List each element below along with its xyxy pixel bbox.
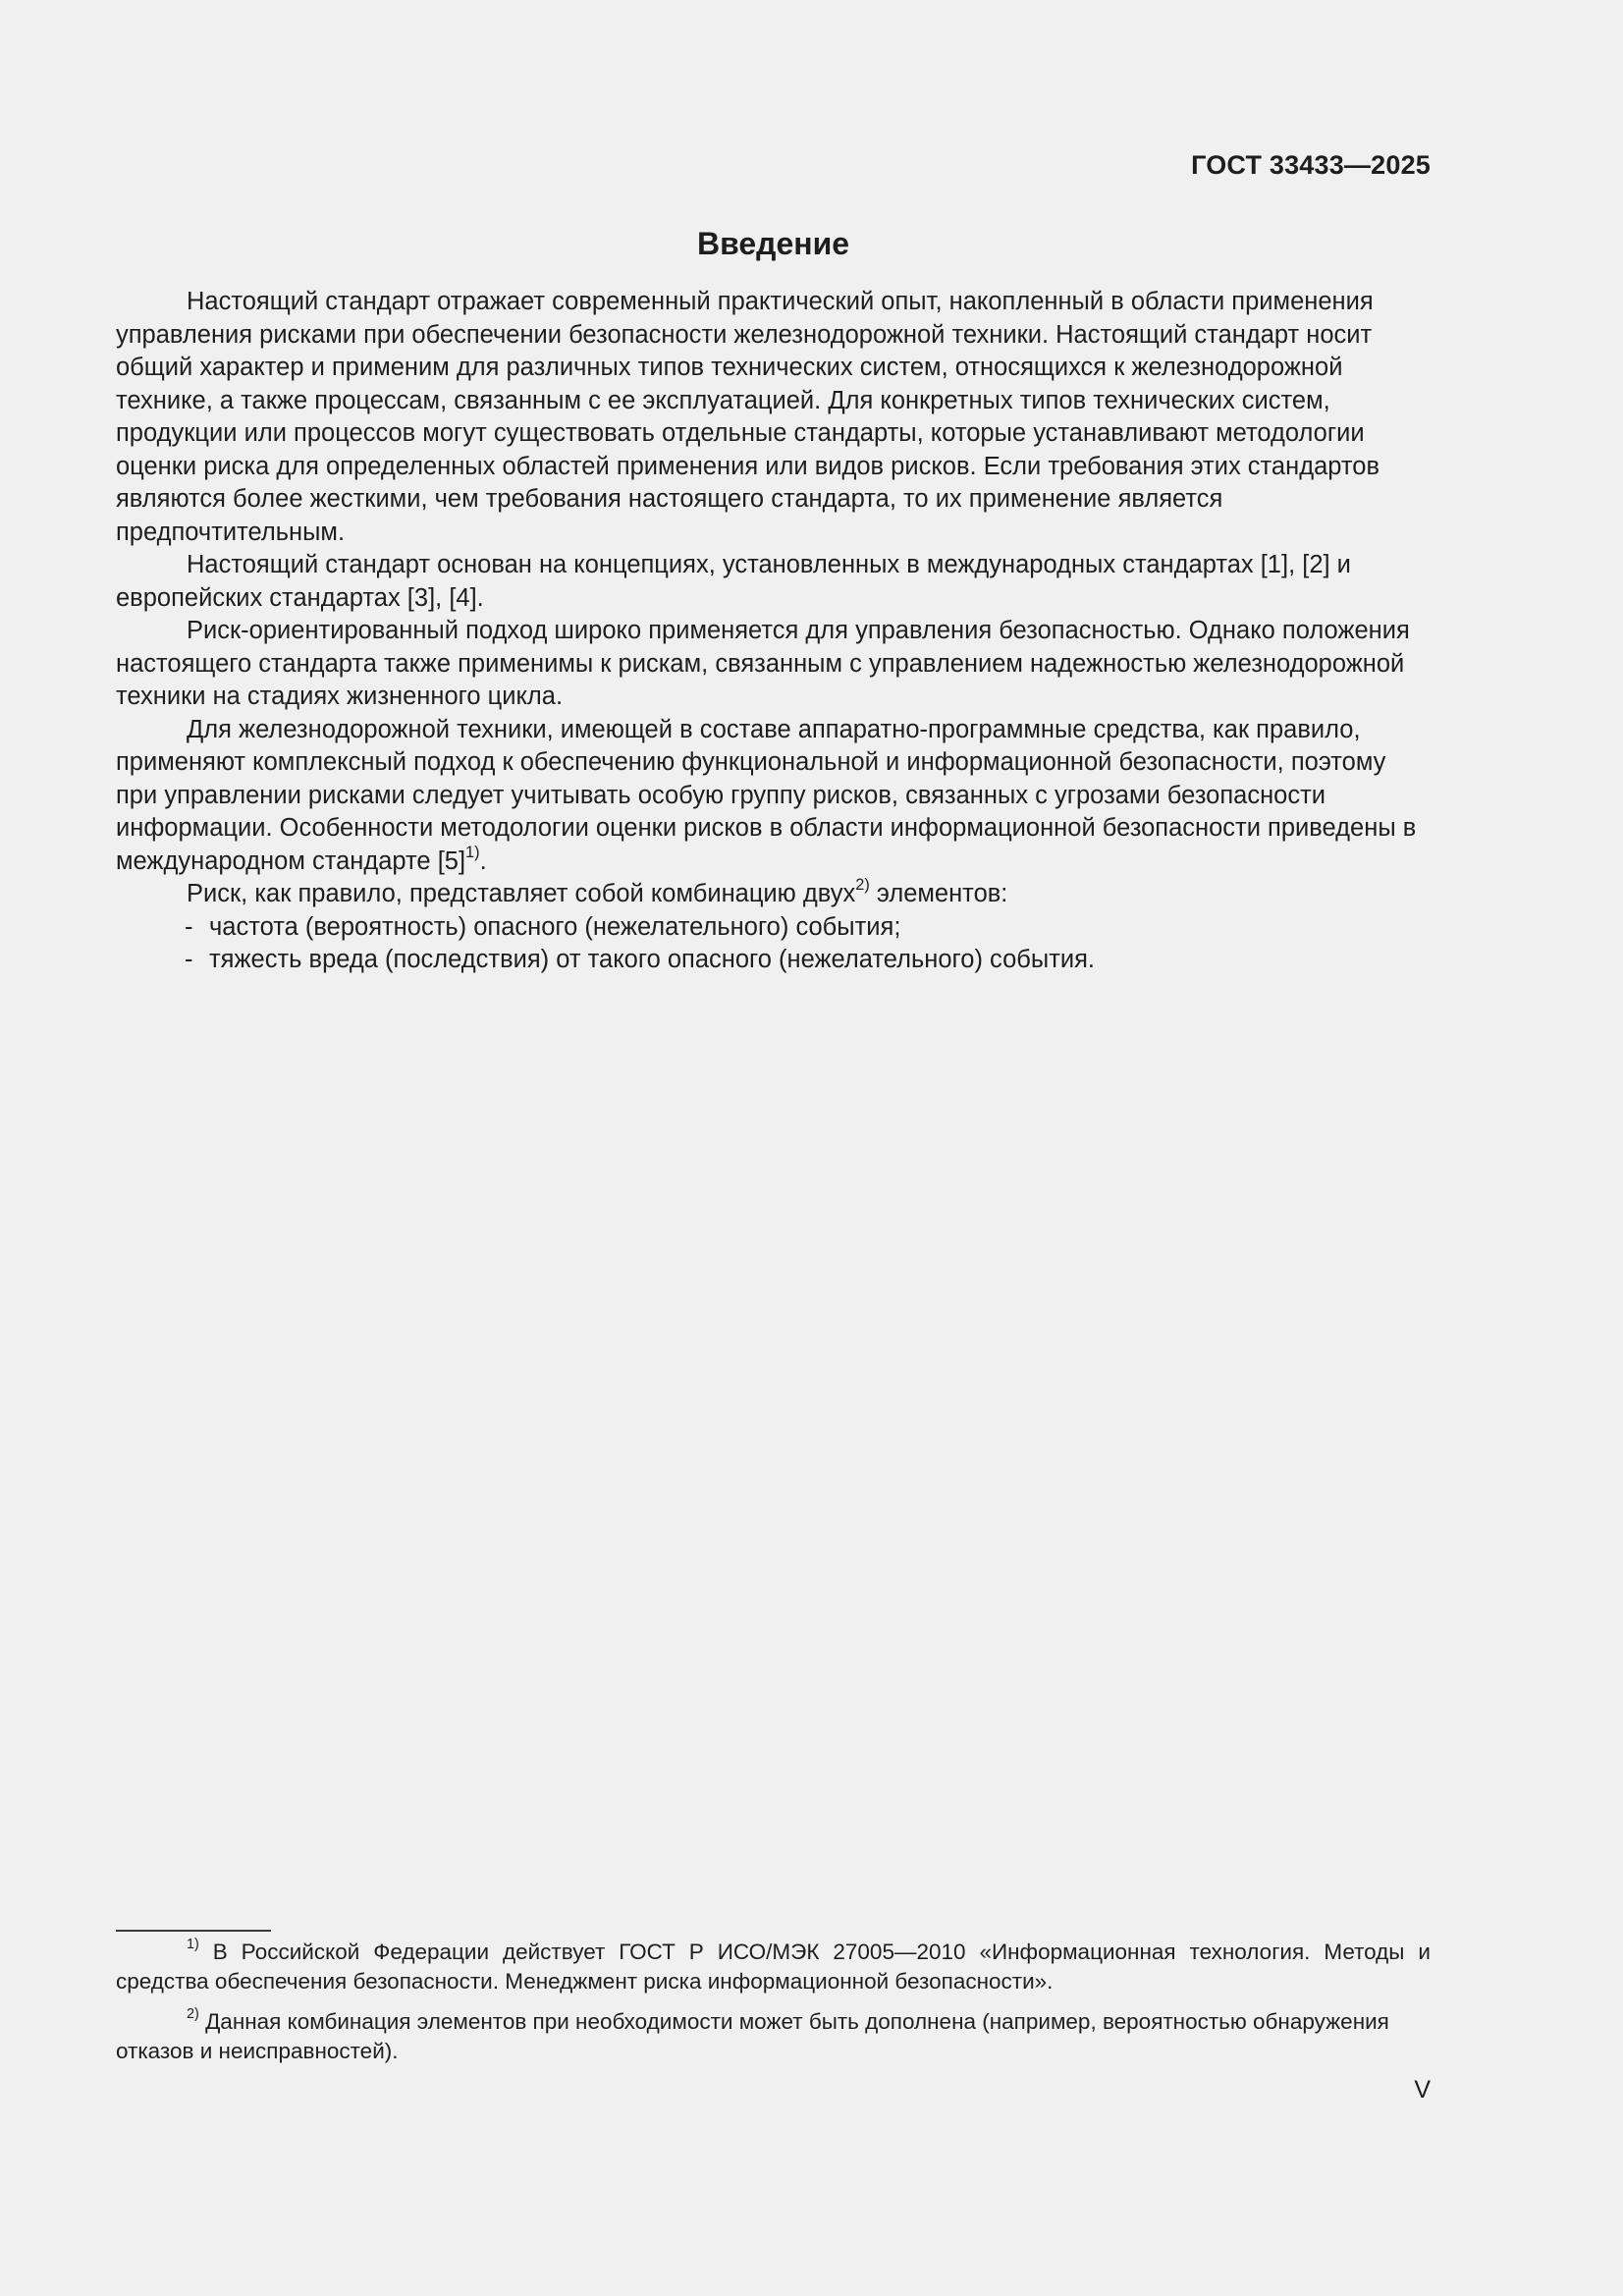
footnote xyxy=(116,1938,1431,1996)
footnote-ref[interactable]: 1) xyxy=(465,843,480,861)
risk-elements-list xyxy=(116,911,1431,977)
list-item-text: частота (вероятность) опасного (нежелательного) события; xyxy=(209,912,901,941)
body-text xyxy=(116,286,1431,977)
footnote-text: Данная комбинация элементов при необходимости может быть дополнена (например, вероятностью обнаружения отказов и неисправностей). xyxy=(116,2009,1389,2063)
risk-intro-text: Риск, как правило, представляет собой комбинацию двух xyxy=(187,880,856,907)
risk-intro xyxy=(116,875,1431,911)
footnote-text: В Российской Федерации действует ГОСТ Р ИСО/МЭК 27005—2010 «Информационная технология. Методы и средства обеспечения безопасности. Менеджмент риска информационной безопасности». xyxy=(116,1940,1431,1994)
list-item-text: тяжесть вреда (последствия) от такого опасного (нежелательного) события. xyxy=(209,946,1096,973)
paragraph: Настоящий стандарт отражает современный практический опыт, накопленный в области применения управления рисками при обеспечении безопасности железнодорожной техники. Настоящий стандарт носит общий характер и применим для различных типов технических систем, относящихся к железнодорожной технике, а также процессам, связанным с ее эксплуатацией. Для конкретных типов технических систем, продукции или процессов могут существовать отдельные стандарты, которые устанавливают методологии оценки риска для определенных областей применения или видов рисков. Если требования этих стандартов являются более жесткими, чем требования настоящего стандарта, то их применение является предпочтительным. xyxy=(116,288,1380,546)
section-title: Введение xyxy=(696,226,850,261)
list-item xyxy=(116,911,1431,945)
paragraph: Настоящий стандарт основан на концепциях, установленных в международных стандартах [1], [2] и европейских стандартах [3], [4]. xyxy=(116,551,1351,612)
list-item xyxy=(116,944,1431,977)
paragraph-end: . xyxy=(479,847,487,875)
paragraph xyxy=(116,714,1431,879)
bullet-dash: - xyxy=(185,946,193,973)
paragraph-text: Для железнодорожной техники, имеющей в составе аппаратно-программные средства, как правило, применяют комплексный подход к обеспечению функциональной и информационной безопасности, поэтому при управлении рисками следует учитывать особую группу рисков, связанных с угрозами безопасности информации. Особенности методологии оценки рисков в области информационной безопасности приведены в международном стандарте [5] xyxy=(116,715,1417,875)
page-number: V xyxy=(1414,2076,1431,2104)
footnote-ref[interactable]: 2) xyxy=(855,875,870,894)
risk-intro-tail: элементов: xyxy=(869,880,1008,907)
footnotes xyxy=(116,1938,1431,2077)
footnote xyxy=(116,2007,1431,2066)
bullet-dash: - xyxy=(185,912,193,941)
paragraph: Риск-ориентированный подход широко применяется для управления безопасностью. Однако положения настоящего стандарта также применимы к рискам, связанным с управлением надежностью железнодорожной техники на стадиях жизненного цикла. xyxy=(116,617,1410,710)
footnote-marker: 2) xyxy=(187,2006,199,2023)
document-code: ГОСТ 33433—2025 xyxy=(1191,150,1431,180)
footnote-marker: 1) xyxy=(187,1937,199,1953)
footnote-separator xyxy=(116,1930,271,1932)
